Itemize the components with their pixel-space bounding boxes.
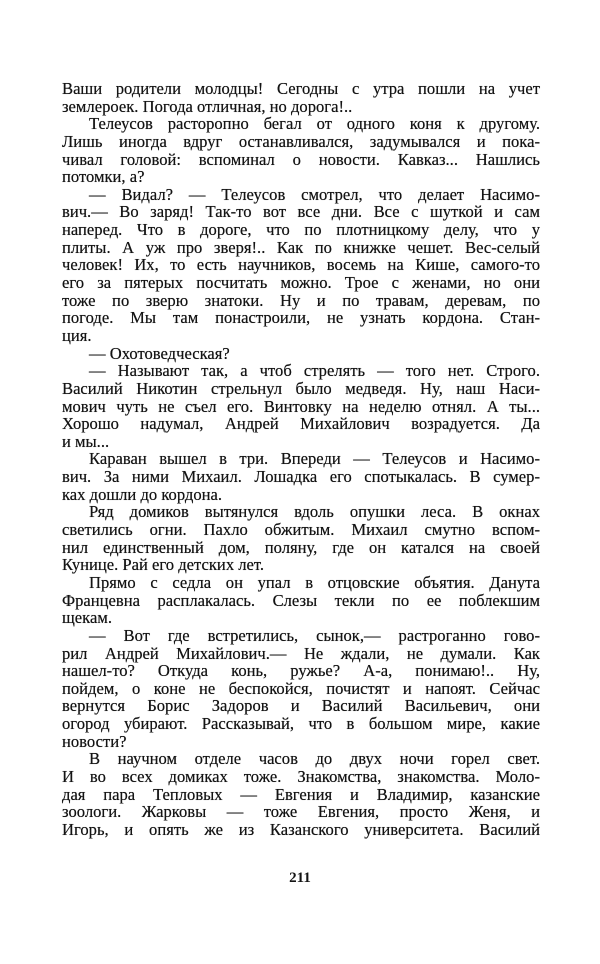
text-line: огород убирают. Рассказывай, что в большом мире, какие xyxy=(62,714,540,734)
text-line: плиты. А уж про зверя!.. Как по книжке чешет. Вес-селый xyxy=(62,237,540,257)
text-line: Ваши родители молодцы! Сегодны с утра пошли на учет xyxy=(62,79,540,98)
text-line: — Называют так, а чтоб стрелять — того нет. Строго. xyxy=(89,361,540,381)
text-line: нашел-то? Откуда конь, ружье? А-а, понимаю!.. Ну, xyxy=(62,661,540,681)
text-line: В научном отделе часов до двух ночи горел свет. xyxy=(89,749,540,769)
text-line: Телеусов расторопно бегал от одного коня к другому. xyxy=(89,114,540,134)
text-line: Игорь, и опять же из Казанского университета. Василий xyxy=(62,819,540,839)
paragraph xyxy=(62,750,540,838)
text-line: вич. За ними Михаил. Лошадка его спотыкалась. В сумер- xyxy=(62,467,540,487)
text-line: рил Андрей Михайлович.— Не ждали, не думали. Как xyxy=(62,643,540,663)
text-line: Кунице. Рай его детских лет. xyxy=(62,555,265,575)
text-line: зоологи. Жарковы — тоже Евгения, просто Женя, и xyxy=(62,802,540,822)
text-line: — Видал? — Телеусов смотрел, что делает Насимо- xyxy=(89,184,540,204)
text-line: нил единственный дом, поляну, где он катался на своей xyxy=(62,537,540,557)
text-line: и мы... xyxy=(62,431,110,451)
book-page-text xyxy=(62,80,540,839)
text-line: щекам. xyxy=(62,608,112,628)
text-line: вич.— Во заряд! Так-то вот все дни. Все с шуткой и сам xyxy=(62,202,540,222)
text-line: светились огни. Пахло обжитым. Михаил смутно вспом- xyxy=(62,520,540,540)
text-line: новости? xyxy=(62,731,127,751)
text-line: ция. xyxy=(62,325,92,345)
text-line: потомки, а? xyxy=(62,167,145,187)
text-line: вернутся Борис Задоров и Василий Васильевич, они xyxy=(62,696,540,716)
text-line: наперед. Что в дороге, что по плотницкому делу, что у xyxy=(62,220,540,240)
text-line: Караван вышел в три. Впереди — Телеусов и Насимо- xyxy=(89,449,540,469)
text-line: Францевна расплакалась. Слезы текли по ее поблекшим xyxy=(62,590,540,610)
paragraph xyxy=(62,627,540,750)
text-line: дая пара Тепловых — Евгения и Владимир, казанские xyxy=(62,784,540,804)
text-line: ках дошли до кордона. xyxy=(62,484,223,504)
text-line: Василий Никотин стрельнул было медведя. Ну, наш Наси- xyxy=(62,378,540,398)
page-number: 211 xyxy=(289,870,311,886)
text-line: чивал головой: вспоминал о новости. Кавказ... Нашлись xyxy=(62,149,540,169)
paragraph xyxy=(62,186,540,345)
paragraph xyxy=(62,574,540,627)
paragraph xyxy=(62,115,540,186)
paragraph xyxy=(62,80,540,115)
paragraph xyxy=(62,345,540,363)
text-line: человек! Их, то есть научников, восемь на Кише, самого-то xyxy=(62,255,540,275)
text-line: его за пятерых посчитать можно. Трое с женами, но они xyxy=(62,273,540,293)
paragraph xyxy=(62,503,540,574)
text-line: — Охотоведческая? xyxy=(89,343,230,363)
text-line: Ряд домиков вытянулся вдоль опушки леса. В окнах xyxy=(89,502,540,522)
text-line: тоже по зверю знатоки. Ну и по травам, деревам, по xyxy=(62,290,540,310)
text-line: пойдем, о коне не беспокойся, почистят и напоят. Сейчас xyxy=(62,678,540,698)
text-line: погоде. Мы там понастроили, не узнать кордона. Стан- xyxy=(62,308,540,328)
text-line: Прямо с седла он упал в отцовские объятия. Данута xyxy=(89,572,540,592)
text-line: Лишь иногда вдруг останавливался, задумывался и пока- xyxy=(62,131,540,151)
paragraph xyxy=(62,450,540,503)
text-line: Хорошо надумал, Андрей Михайлович возрадуется. Да xyxy=(62,414,540,434)
text-line: И во всех домиках тоже. Знакомства, знакомства. Моло- xyxy=(62,766,540,786)
text-line: — Вот где встретились, сынок,— растроганно гово- xyxy=(89,625,540,645)
text-line: землероек. Погода отличная, но дорога!.. xyxy=(62,96,353,116)
text-line: мович чуть не съел его. Винтовку на неделю отнял. А ты... xyxy=(62,396,540,416)
paragraph xyxy=(62,362,540,450)
